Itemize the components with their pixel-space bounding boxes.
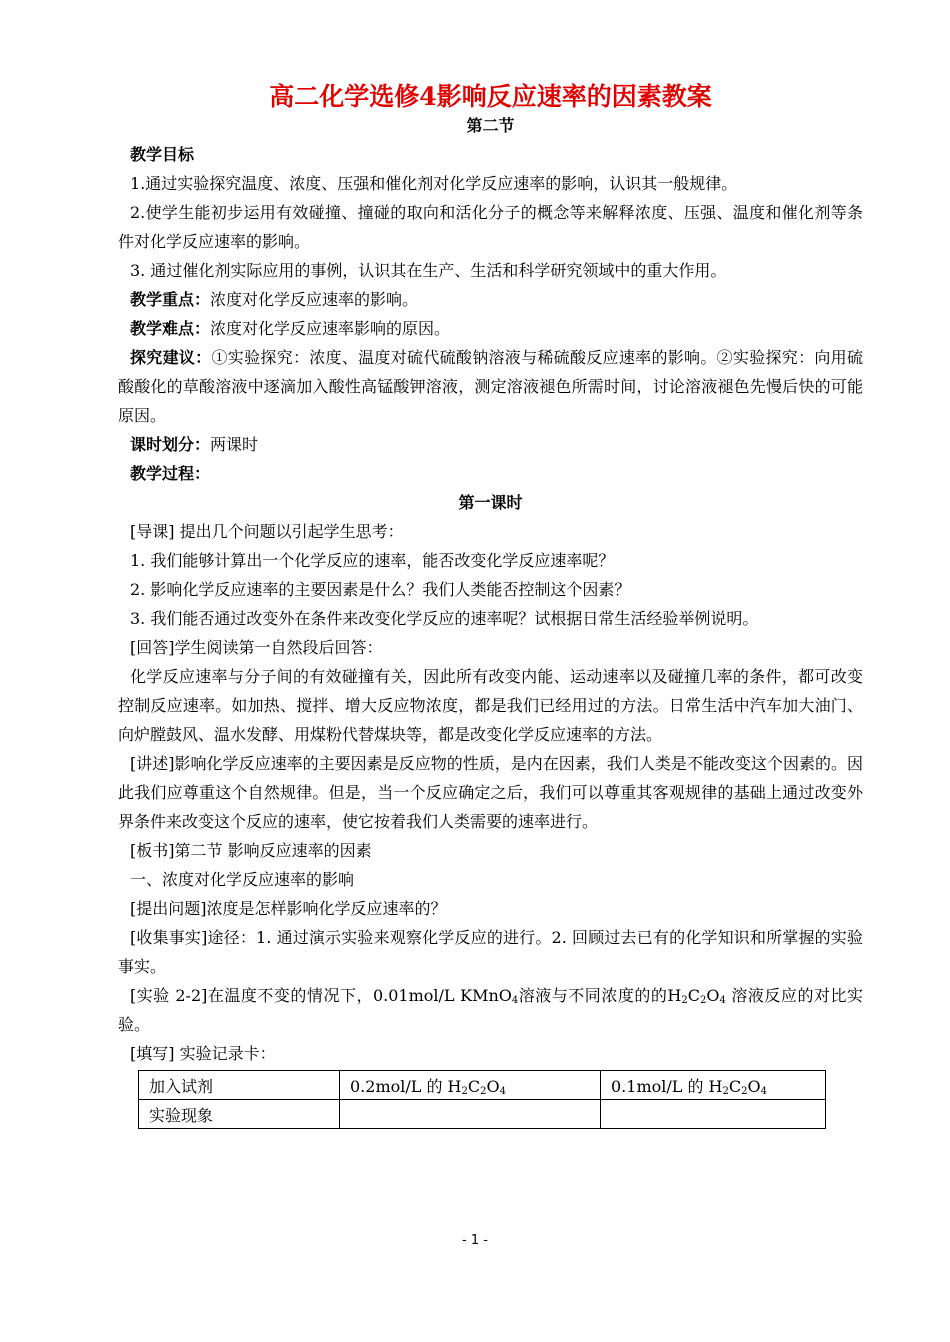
intro-line: [导课] 提出几个问题以引起学生思考： [130,522,404,541]
key-point [118,285,863,314]
formula-element: C [728,1076,742,1096]
suggestion-text: ①实验探究：浓度、温度对硫代硫酸钠溶液与稀硫酸反应速率的影响。②实验探究：向用硫酸酸化的草酸溶液中逐滴加入酸性高锰酸钾溶液，测定溶液褪色所需时间，讨论溶液褪色先慢后快的可能原因。 [118,348,863,425]
difficulty [118,314,863,343]
formula-element: O [747,1076,761,1096]
objective-item: 2.使学生能初步运用有效碰撞、撞碰的取向和活化分子的概念等来解释浓度、压强、温度和催化剂等条件对化学反应速率的影响。 [118,203,863,251]
formula-subscript: 2 [681,995,688,1006]
suggestion [118,343,863,430]
table-cell [340,1100,601,1129]
experiment-prefix: [实验 2-2]在温度不变的情况下，0.01mol/L KMnO [130,986,512,1005]
table-row [139,1071,826,1100]
answer-text: 化学反应速率与分子间的有效碰撞有关，因此所有改变内能、运动速率以及碰撞几率的条件，都可改变控制反应速率。如加热、搅拌、增大反应物浓度，都是我们已经用过的方法。日常生活中汽车加大油门、向炉膛鼓风、温水发酵、用煤粉代替煤块等，都是改变化学反应速率的方法。 [118,667,863,744]
lecture-text: [讲述]影响化学反应速率的主要因素是反应物的性质，是内在因素，我们人类是不能改变这个因素的。因此我们应尊重这个自然规律。但是，当一个反应确定之后，我们可以尊重其客观规律的基础上通过改变外界条件来改变这个反应的速率，使它按着我们人类需要的速率进行。 [118,754,863,831]
raise-question: [提出问题]浓度是怎样影响化学反应速率的？ [130,899,447,918]
objective-item: 1.通过实验探究温度、浓度、压强和催化剂对化学反应速率的影响，认识其一般规律。 [130,174,738,193]
formula-subscript: 2 [480,1085,487,1097]
hours [118,430,863,459]
formula-subscript: 2 [461,1085,468,1097]
process-heading: 教学过程： [130,464,211,483]
formula-element: C [467,1076,481,1096]
formula-subscript: 4 [760,1085,768,1097]
lesson-title: 第一课时 [458,493,523,512]
key-point-label: 教学重点： [130,290,211,309]
section-one: 一、浓度对化学反应速率的影响 [130,870,355,889]
table-cell: 加入试剂 [139,1071,340,1100]
table-cell [601,1100,826,1129]
board-line: [板书]第二节 影响反应速率的因素 [130,841,372,860]
document-title: 高二化学选修4影响反应速率的因素教案 [269,82,712,111]
formula-subscript: 4 [719,995,726,1006]
page-number: - 1 - [462,1233,488,1248]
question-item: 2. 影响化学反应速率的主要因素是什么？我们人类能否控制这个因素？ [130,580,631,599]
formula-subscript: 2 [741,1085,748,1097]
formula-element: O [486,1076,500,1096]
experiment-suffix: 溶液反应的对比实验。 [118,986,863,1034]
experiment-line [118,981,863,1039]
cell-text: 0.1mol/L 的 H [611,1076,723,1096]
formula-subscript: 2 [699,995,707,1006]
table-row [139,1100,826,1129]
table-cell: 实验现象 [139,1100,340,1129]
question-item: 3. 我们能否通过改变外在条件来改变化学反应的速率呢？试根据日常生活经验举例说明。 [130,609,759,628]
hours-label: 课时划分： [130,435,211,454]
key-point-text: 浓度对化学反应速率的影响。 [210,290,419,309]
formula-subscript: 2 [722,1085,729,1097]
document-page [118,80,863,1129]
table-cell [601,1071,826,1100]
objectives-heading: 教学目标 [130,145,195,164]
difficulty-label: 教学难点： [130,319,211,338]
experiment-middle: 溶液与不同浓度的的H [518,986,682,1005]
difficulty-text: 浓度对化学反应速率影响的原因。 [210,319,451,338]
collect-facts: [收集事实]途径：1. 通过演示实验来观察化学反应的进行。2. 回顾过去已有的化学知识和所掌握的实验事实。 [118,928,863,976]
suggestion-label: 探究建议： [130,348,212,367]
section-subtitle: 第二节 [466,116,515,135]
question-item: 1. 我们能够计算出一个化学反应的速率，能否改变化学反应速率呢？ [130,551,615,570]
formula-subscript: 4 [499,1085,507,1097]
formula-subscript: 4 [511,995,519,1006]
objective-item: 3. 通过催化剂实际应用的事例，认识其在生产、生活和科学研究领域中的重大作用。 [130,261,727,280]
hours-text: 两课时 [210,435,259,454]
cell-text: 0.2mol/L 的 H [350,1076,462,1096]
table-cell [340,1071,601,1100]
formula-element: C [687,986,700,1005]
formula-element: O [706,986,720,1005]
experiment-record-table [138,1070,826,1129]
answer-intro: [回答]学生阅读第一自然段后回答： [130,638,383,657]
fill-in-line: [填写] 实验记录卡： [130,1044,276,1063]
